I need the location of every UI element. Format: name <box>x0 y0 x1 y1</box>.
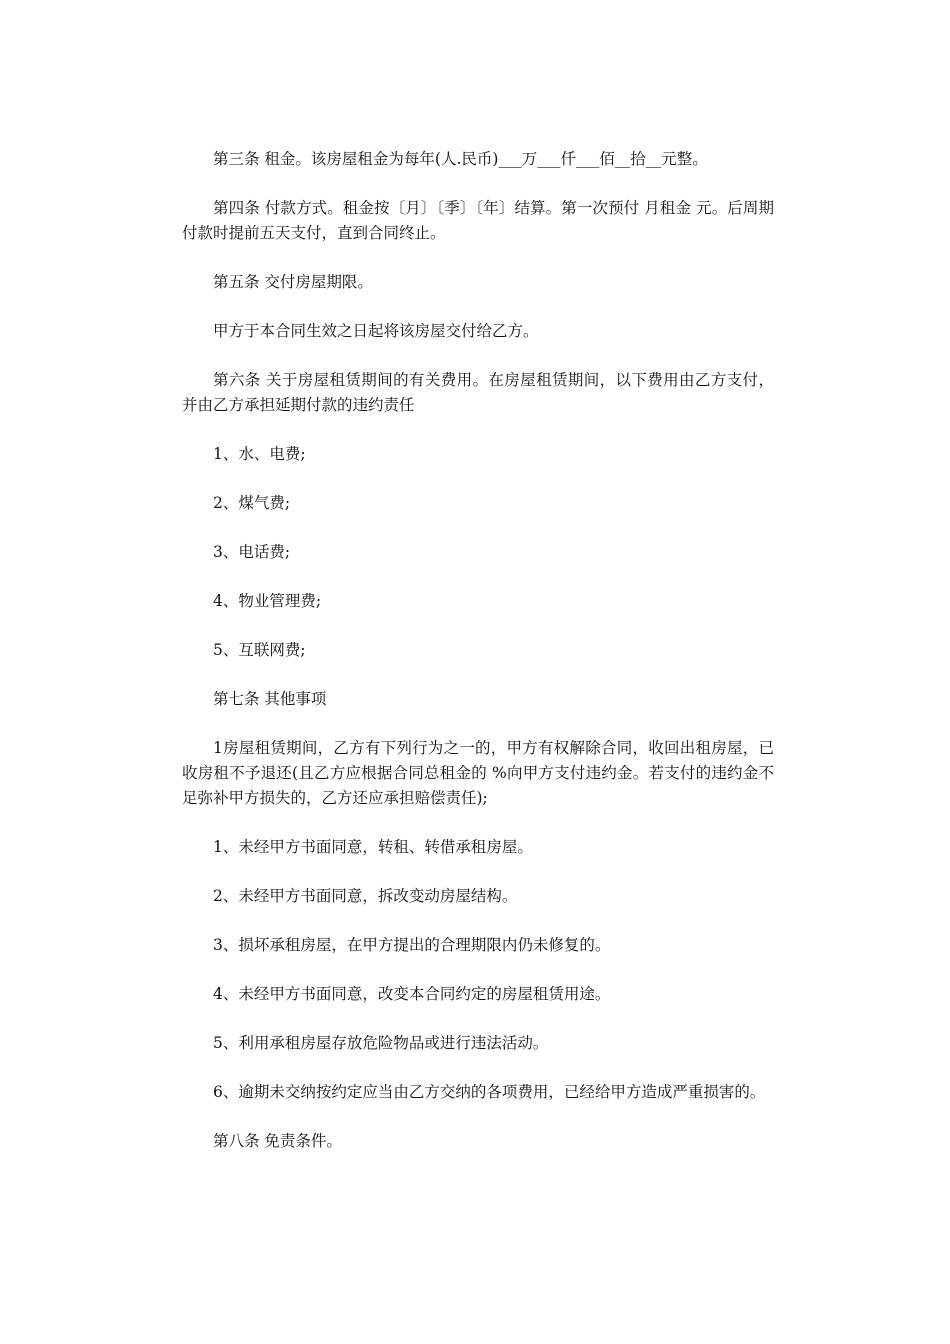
article-7-other-matters: 第七条 其他事项 <box>213 690 327 708</box>
termination-item-1: 1、未经甲方书面同意，转租、转借承租房屋。 <box>213 838 533 856</box>
delivery-clause: 甲方于本合同生效之日起将该房屋交付给乙方。 <box>213 322 539 340</box>
expense-item-4: 4、物业管理费; <box>213 592 322 610</box>
expense-item-2: 2、煤气费; <box>213 494 291 512</box>
termination-item-4: 4、未经甲方书面同意，改变本合同约定的房屋租赁用途。 <box>213 985 611 1003</box>
document-body <box>182 147 774 1178</box>
article-3-rent: 第三条 租金。该房屋租金为每年(人.民币)___万___仟___佰__拾__元整。 <box>213 150 708 168</box>
expense-item-1: 1、水、电费; <box>213 445 306 463</box>
termination-clause: 1房屋租赁期间，乙方有下列行为之一的，甲方有权解除合同，收回出租房屋，已收房租不予退还(且乙方应根据合同总租金的 %向甲方支付违约金。若支付的违约金不足弥补甲方损失的，乙方还应承担赔偿责任); <box>182 739 774 807</box>
expense-item-3: 3、电话费; <box>213 543 291 561</box>
termination-item-6: 6、逾期未交纳按约定应当由乙方交纳的各项费用，已经给甲方造成严重损害的。 <box>213 1083 766 1101</box>
article-4-payment-method: 第四条 付款方式。租金按〔月〕〔季〕〔年〕结算。第一次预付 月租金 元。后周期付款时提前五天支付，直到合同终止。 <box>182 199 774 242</box>
article-5-delivery-period: 第五条 交付房屋期限。 <box>213 273 373 291</box>
termination-item-2: 2、未经甲方书面同意，拆改变动房屋结构。 <box>213 887 518 905</box>
article-8-exemption: 第八条 免责条件。 <box>213 1132 342 1150</box>
termination-item-5: 5、利用承租房屋存放危险物品或进行违法活动。 <box>213 1034 549 1052</box>
termination-item-3: 3、损坏承租房屋，在甲方提出的合理期限内仍未修复的。 <box>213 936 611 954</box>
article-6-expenses: 第六条 关于房屋租赁期间的有关费用。在房屋租赁期间，以下费用由乙方支付，并由乙方承担延期付款的违约责任 <box>182 371 774 414</box>
expense-item-5: 5、互联网费; <box>213 641 306 659</box>
